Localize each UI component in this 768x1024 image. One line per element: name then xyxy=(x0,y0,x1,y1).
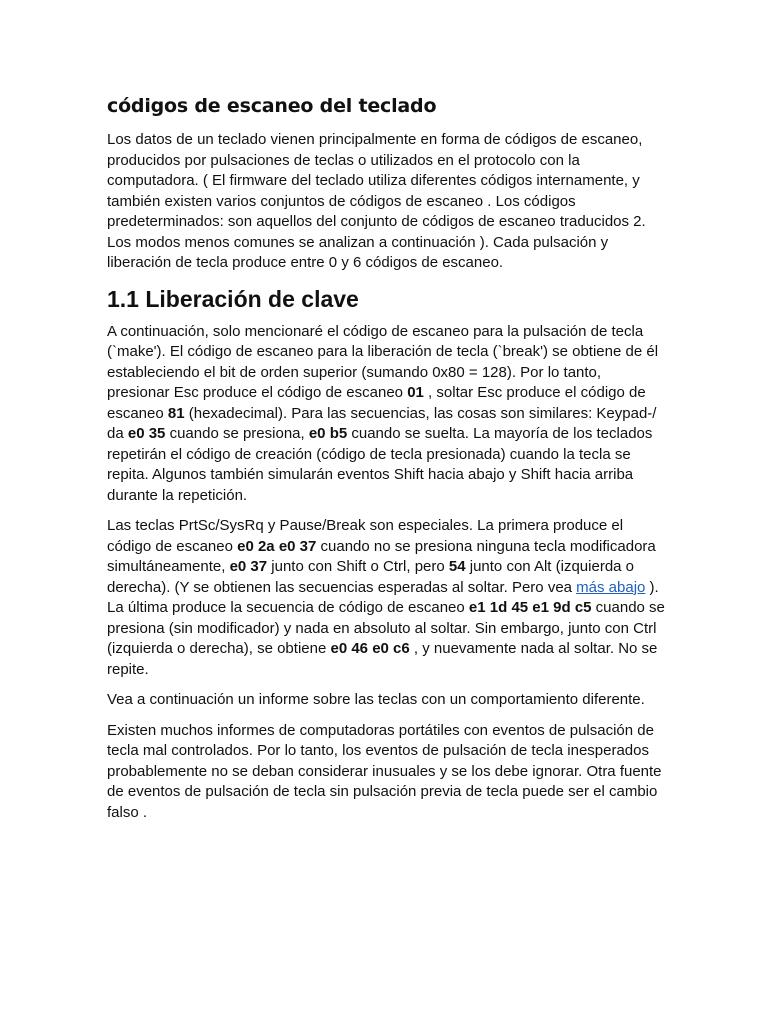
document-page xyxy=(107,92,667,833)
intro-paragraph: Los datos de un teclado vienen principalmente en forma de códigos de escaneo, producidos por pulsaciones de teclas o utilizados en el protocolo con la computadora. ( El firmware del teclado utiliza diferentes códigos internamente, y también existen varios conjuntos de códigos de escaneo . Los códigos predeterminados: son aquellos del conjunto de códigos de escaneo traducidos 2. Los modos menos comunes se analizan a continuación ). Cada pulsación y liberación de tecla produce entre 0 y 6 códigos de escaneo. xyxy=(107,131,646,271)
text-run: cuando no se presiona ninguna tecla modificadora simultáneamente, xyxy=(107,537,656,575)
text-run: ). La última produce la secuencia de código de escaneo xyxy=(107,578,659,616)
scan-code: 81 xyxy=(167,404,185,422)
see-below-link[interactable]: más abajo xyxy=(576,578,646,596)
paragraph-laptops: Existen muchos informes de computadoras portátiles con eventos de pulsación de tecla mal controlados. Por lo tanto, los eventos de pulsación de tecla inesperados probablemente no se deban considerar inusuales y se los debe ignorar. Otra fuente de eventos de pulsación de tecla sin pulsación previa de tecla puede ser el cambio falso . xyxy=(107,721,662,821)
text-run: Las teclas PrtSc/SysRq y Pause/Break son especiales. La primera produce el código de escaneo xyxy=(107,517,624,555)
text-run: cuando se presiona (sin modificador) y nada en absoluto al soltar. Sin embargo, junto con Ctrl (izquierda o derecha), se obtiene xyxy=(107,599,665,657)
scan-code: e0 35 xyxy=(127,425,166,442)
scan-code: e0 46 e0 c6 xyxy=(330,640,410,657)
page-title: códigos de escaneo del teclado xyxy=(107,95,437,117)
scan-code: 01 xyxy=(407,384,424,401)
text-run: , y nuevamente nada al soltar. No se repite. xyxy=(107,640,658,678)
paragraph-report: Vea a continuación un informe sobre las teclas con un comportamiento diferente. xyxy=(107,691,645,708)
text-run: (hexadecimal). Para las secuencias, las cosas son similares: Keypad-/ da xyxy=(107,404,657,442)
text-run: junto con Shift o Ctrl, pero xyxy=(267,558,449,575)
scan-code: e0 37 xyxy=(229,558,268,575)
scan-code: e0 b5 xyxy=(308,425,348,442)
paragraph-key-release xyxy=(107,322,667,507)
scan-code: 54 xyxy=(448,558,466,575)
section-heading: 1.1 Liberación de clave xyxy=(107,285,359,312)
text-run: junto con Alt (izquierda o derecha). (Y se obtienen las secuencias esperadas al soltar. Pero vea xyxy=(107,558,635,596)
paragraph-special-keys xyxy=(107,516,667,680)
text-run: A continuación, solo mencionaré el código de escaneo para la pulsación de tecla (`make'). El código de escaneo para la liberación de tecla (`break') se obtiene de él estableciendo el bit de orden superior (sumando 0x80 = 128). Por lo tanto, presionar Esc produce el código de escaneo xyxy=(107,322,659,401)
text-run: , soltar Esc produce el código de escaneo xyxy=(107,384,646,422)
scan-code: e0 2a e0 37 xyxy=(237,537,317,555)
text-run: cuando se suelta. La mayoría de los teclados repetirán el código de creación (código de tecla presionada) cuando la tecla se repita. Algunos también simularán eventos Shift hacia abajo y Shift hacia arriba durante la repetición. xyxy=(107,425,653,504)
scan-code: e1 1d 45 e1 9d c5 xyxy=(468,599,592,616)
text-run: cuando se presiona, xyxy=(165,425,309,442)
